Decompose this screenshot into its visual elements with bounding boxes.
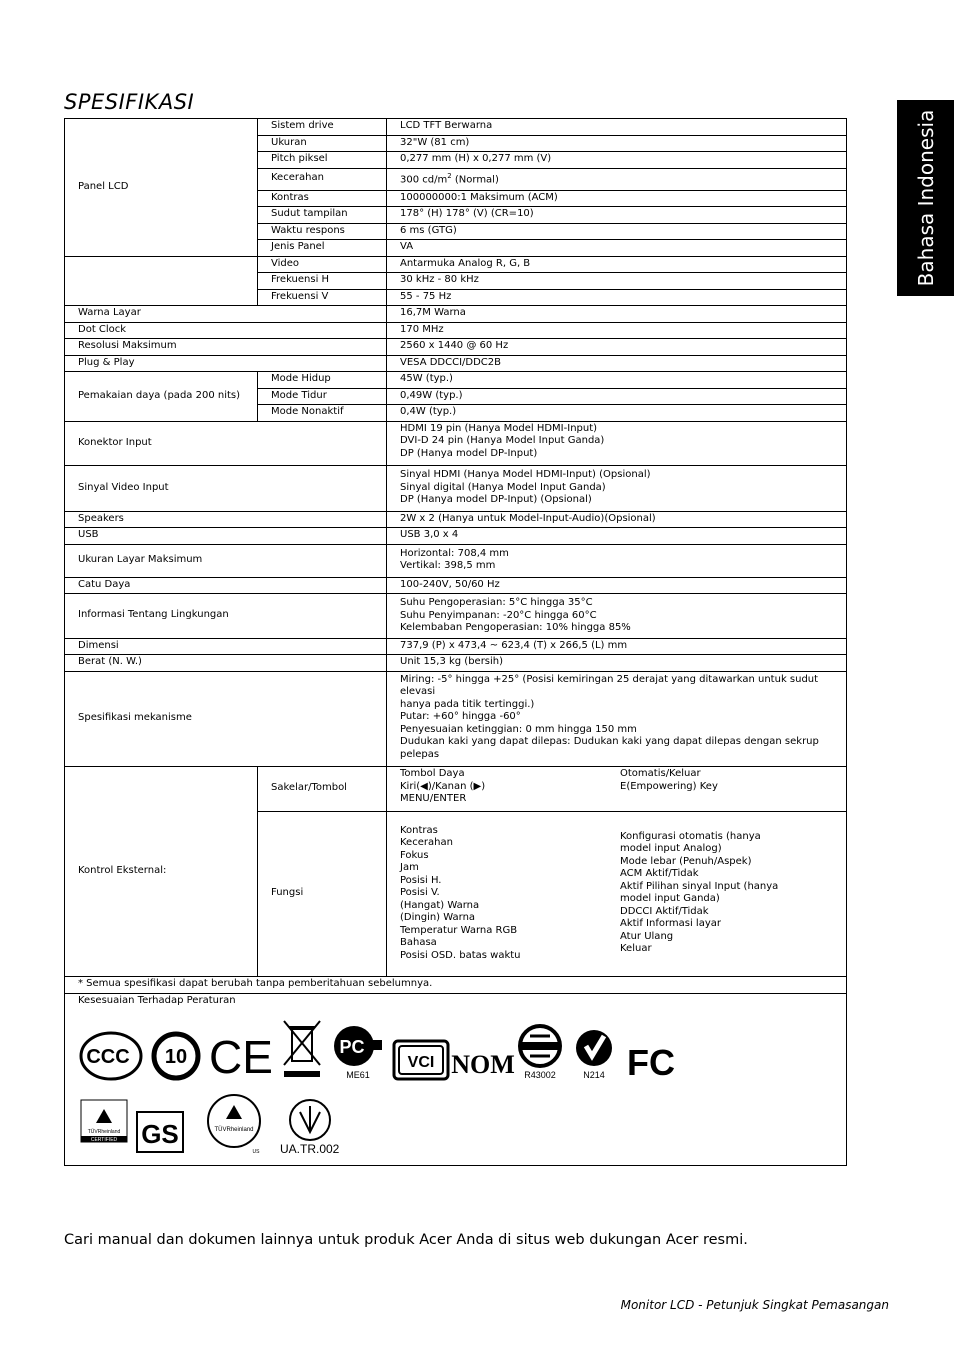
ccc-logo xyxy=(80,1031,142,1081)
bis-logo xyxy=(516,1024,564,1082)
sub-label: Sudut tampilan xyxy=(258,207,387,224)
spec-value: 100-240V, 50/60 Hz xyxy=(387,577,847,594)
spec-label: Informasi Tentang Lingkungan xyxy=(65,594,387,639)
vcci-logo xyxy=(392,1039,450,1081)
spec-label: Speakers xyxy=(65,511,387,528)
triangle-left-icon: ◀ xyxy=(420,780,428,792)
value-line: ACM Aktif/Tidak xyxy=(620,868,699,880)
table-row xyxy=(65,466,847,512)
spec-value: Unit 15,3 kg (bersih) xyxy=(387,655,847,672)
value-line: Sinyal HDMI (Hanya Model HDMI-Input) (Opsional) xyxy=(400,469,651,480)
kiri-text: Kiri( xyxy=(400,780,421,792)
table-row xyxy=(65,528,847,545)
spec-label: Ukuran Layar Maksimum xyxy=(65,544,387,577)
table-row xyxy=(65,306,847,323)
spec-value: LCD TFT Berwarna xyxy=(387,119,847,136)
brightness-suffix: (Normal) xyxy=(451,174,499,186)
table-row xyxy=(65,372,847,389)
spec-value xyxy=(387,544,847,577)
me61-label: ME61 xyxy=(346,1069,370,1080)
sub-label: Frekuensi V xyxy=(258,289,387,306)
value-line: Atur Ulang xyxy=(620,930,674,942)
value-line: (Hangat) Warna xyxy=(400,899,480,911)
value-line: DP (Hanya model DP-Input) xyxy=(400,447,538,459)
sub-label: Ukuran xyxy=(258,135,387,152)
spec-label: USB xyxy=(65,528,387,545)
spec-value: 0,49W (typ.) xyxy=(387,388,847,405)
spec-label: Konektor Input xyxy=(65,421,387,466)
spec-value: 45W (typ.) xyxy=(387,372,847,389)
table-row xyxy=(65,511,847,528)
weee-bin-icon xyxy=(280,1017,324,1081)
group-label xyxy=(65,256,258,306)
value-line: Bahasa xyxy=(400,937,437,949)
tuv-text: TÜVRheinland xyxy=(87,1129,121,1135)
ce-logo xyxy=(210,1031,272,1081)
sub-label: Fungsi xyxy=(258,812,387,977)
value-line: MENU/ENTER xyxy=(400,793,467,804)
value-line: Kecerahan xyxy=(400,837,453,849)
spec-value: 6 ms (GTG) xyxy=(387,223,847,240)
tuv-us-logo xyxy=(204,1093,264,1155)
spec-label: Resolusi Maksimum xyxy=(65,339,387,356)
value-line: hanya pada titik tertinggi.) xyxy=(400,698,535,710)
sub-label: Sakelar/Tombol xyxy=(258,767,387,812)
value-line: model input Ganda) xyxy=(620,893,720,905)
sub-label: Kecerahan xyxy=(258,168,387,190)
sub-label: Sistem drive xyxy=(258,119,387,136)
us-text: US xyxy=(252,1149,260,1155)
gs-logo xyxy=(136,1111,184,1155)
brightness-sup: 2 xyxy=(447,172,452,181)
spec-value: 170 MHz xyxy=(387,322,847,339)
compliance-label: Kesesuaian Terhadap Peraturan xyxy=(78,994,236,1006)
table-row xyxy=(65,355,847,372)
spec-value: VA xyxy=(387,240,847,257)
value-line: DVI-D 24 pin (Hanya Model Input Ganda) xyxy=(400,435,605,446)
tuv-certified-logo xyxy=(80,1099,128,1155)
footer-caption: Monitor LCD - Petunjuk Singkat Pemasangan xyxy=(620,1298,889,1312)
value-line: Penyesuaian ketinggian: 0 mm hingga 150 mm xyxy=(400,723,637,735)
spec-value: 178° (H) 178° (V) (CR=10) xyxy=(387,207,847,224)
spec-value xyxy=(387,168,847,190)
vci-text: VCI xyxy=(407,1054,435,1071)
language-tab xyxy=(897,100,954,296)
gs-text: GS xyxy=(141,1119,179,1149)
spec-value: Antarmuka Analog R, G, B xyxy=(387,256,847,273)
spec-value: 55 - 75 Hz xyxy=(387,289,847,306)
value-line: Kelembaban Pengoperasian: 10% hingga 85% xyxy=(400,622,631,633)
table-row xyxy=(65,339,847,356)
value-line: Jam xyxy=(400,862,419,874)
table-row xyxy=(65,671,847,767)
spec-value xyxy=(387,466,847,512)
table-row xyxy=(65,119,847,136)
tuv-cert-text: CERTIFIED xyxy=(90,1137,118,1143)
value-line: Mode lebar (Penuh/Aspek) xyxy=(620,855,752,867)
spec-label: Plug & Play xyxy=(65,355,387,372)
spec-value: 30 kHz - 80 kHz xyxy=(387,273,847,290)
spec-value xyxy=(387,594,847,639)
footnote: * Semua spesifikasi dapat berubah tanpa pemberitahuan sebelumnya. xyxy=(65,977,847,994)
value-line: HDMI 19 pin (Hanya Model HDMI-Input) xyxy=(400,422,598,434)
spec-value: 0,277 mm (H) x 0,277 mm (V) xyxy=(387,152,847,169)
sub-label: Video xyxy=(258,256,387,273)
brightness-value: 300 cd/m xyxy=(400,174,448,186)
fc-text: FC xyxy=(627,1042,675,1083)
table-row xyxy=(65,993,847,1165)
value-line: Posisi V. xyxy=(400,887,440,899)
value-line: DDCCI Aktif/Tidak xyxy=(620,905,709,917)
value-line: (Dingin) Warna xyxy=(400,912,476,924)
spec-value: 2560 x 1440 @ 60 Hz xyxy=(387,339,847,356)
group-label: Pemakaian daya (pada 200 nits) xyxy=(65,372,258,422)
value-line: Vertikal: 398,5 mm xyxy=(400,560,496,571)
cert-row-2 xyxy=(80,1093,840,1155)
sub-label: Mode Tidur xyxy=(258,388,387,405)
sub-label: Waktu respons xyxy=(258,223,387,240)
spec-label: Sinyal Video Input xyxy=(65,466,387,512)
spec-value: 0,4W (typ.) xyxy=(387,405,847,422)
n214-label: N214 xyxy=(583,1069,605,1080)
table-row xyxy=(65,577,847,594)
value-line: Aktif Pilihan sinyal Input (hanya xyxy=(620,880,779,892)
spec-label: Berat (N. W.) xyxy=(65,655,387,672)
spec-value: 2W x 2 (Hanya untuk Model-Input-Audio)(Opsional) xyxy=(387,511,847,528)
value-line: Suhu Pengoperasian: 5°C hingga 35°C xyxy=(400,597,593,608)
group-label: Panel LCD xyxy=(65,119,258,257)
sub-label: Mode Nonaktif xyxy=(258,405,387,422)
svg-text:PC: PC xyxy=(339,1036,365,1057)
value-line: Horizontal: 708,4 mm xyxy=(400,547,509,559)
value-line xyxy=(400,781,620,794)
ccc-text: CCC xyxy=(86,1046,130,1068)
value-line: Posisi OSD. batas waktu xyxy=(400,949,521,961)
table-row xyxy=(65,322,847,339)
value-line: E(Empowering) Key xyxy=(620,780,718,792)
table-row xyxy=(65,655,847,672)
ten-text: 10 xyxy=(164,1046,188,1068)
spec-value xyxy=(387,421,847,466)
table-row xyxy=(65,256,847,273)
spec-table xyxy=(64,118,847,1166)
sub-label: Kontras xyxy=(258,190,387,207)
value-line: Fokus xyxy=(400,849,429,861)
spec-value: 32"W (81 cm) xyxy=(387,135,847,152)
nom-logo xyxy=(451,1041,515,1081)
c-tick-logo xyxy=(572,1028,616,1082)
page-title: SPESIFIKASI xyxy=(64,90,195,114)
kanan-text: )/Kanan ( xyxy=(427,780,474,792)
ua-tr-label: UA.TR.002 xyxy=(280,1141,340,1156)
table-row xyxy=(65,594,847,639)
table-row xyxy=(65,421,847,466)
spec-label: Spesifikasi mekanisme xyxy=(65,671,387,767)
value-line: Tombol Daya xyxy=(400,768,465,779)
sub-label: Frekuensi H xyxy=(258,273,387,290)
value-line: Putar: +60° hingga -60° xyxy=(400,711,521,722)
value-line: model input Analog) xyxy=(620,843,722,855)
ua-tr-logo xyxy=(280,1098,339,1156)
value-line: Aktif Informasi layar xyxy=(620,918,721,930)
spec-label: Catu Daya xyxy=(65,577,387,594)
spec-value: 100000000:1 Maksimum (ACM) xyxy=(387,190,847,207)
fcc-logo xyxy=(624,1037,678,1081)
ce-text: CE xyxy=(209,1031,273,1083)
value-line: Temperatur Warna RGB xyxy=(400,924,518,936)
value-line: pelepas xyxy=(400,748,440,760)
triangle-right-icon: ▶ xyxy=(473,780,482,792)
table-row xyxy=(65,544,847,577)
spec-value: VESA DDCCI/DDC2B xyxy=(387,355,847,372)
spec-label: Dimensi xyxy=(65,638,387,655)
table-row xyxy=(65,977,847,994)
spec-value xyxy=(387,767,847,812)
spec-value: USB 3,0 x 4 xyxy=(387,528,847,545)
language-tab-label: Bahasa Indonesia xyxy=(913,109,938,287)
table-row xyxy=(65,638,847,655)
value-line: DP (Hanya model DP-Input) (Opsional) xyxy=(400,494,592,505)
value-line: Keluar xyxy=(620,943,652,955)
spec-value: 737,9 (P) x 473,4 ~ 623,4 (T) x 266,5 (L) mm xyxy=(387,638,847,655)
cert-row-1 xyxy=(80,1017,840,1081)
compliance-cell xyxy=(65,993,847,1165)
spec-value xyxy=(387,671,847,767)
spec-value xyxy=(387,812,847,977)
kanan-end: ) xyxy=(481,780,486,792)
sub-label: Mode Hidup xyxy=(258,372,387,389)
group-label: Kontrol Eksternal: xyxy=(65,767,258,977)
value-line: Suhu Penyimpanan: -20°C hingga 60°C xyxy=(400,609,597,621)
spec-label: Warna Layar xyxy=(65,306,387,323)
value-line: Sinyal digital (Hanya Model Input Ganda) xyxy=(400,481,606,493)
spec-label: Dot Clock xyxy=(65,322,387,339)
table-row xyxy=(65,767,847,812)
efup-10-logo xyxy=(150,1031,202,1081)
value-line: Dudukan kaki yang dapat dilepas: Dudukan kaki yang dapat dilepas dengan sekrup xyxy=(400,736,819,747)
nom-text: NOM xyxy=(451,1050,515,1079)
value-line: Kontras xyxy=(400,824,438,836)
sub-label: Pitch piksel xyxy=(258,152,387,169)
sub-label: Jenis Panel xyxy=(258,240,387,257)
r43002-label: R43002 xyxy=(524,1069,556,1080)
tuv-us-text: TÜVRheinland xyxy=(214,1127,254,1133)
spec-value: 16,7M Warna xyxy=(387,306,847,323)
value-line: Posisi H. xyxy=(400,874,442,886)
footer-text: Cari manual dan dokumen lainnya untuk produk Acer Anda di situs web dukungan Acer resmi. xyxy=(64,1232,748,1248)
function-list-left xyxy=(400,825,620,963)
value-line: Otomatis/Keluar xyxy=(620,768,701,779)
value-line: Miring: -5° hingga +25° (Posisi kemiringan 25 derajat yang ditawarkan untuk sudut elevasi xyxy=(400,673,819,697)
function-list-right xyxy=(620,825,840,963)
value-line: Konfigurasi otomatis (hanya xyxy=(620,830,761,842)
pct-logo xyxy=(332,1024,384,1082)
